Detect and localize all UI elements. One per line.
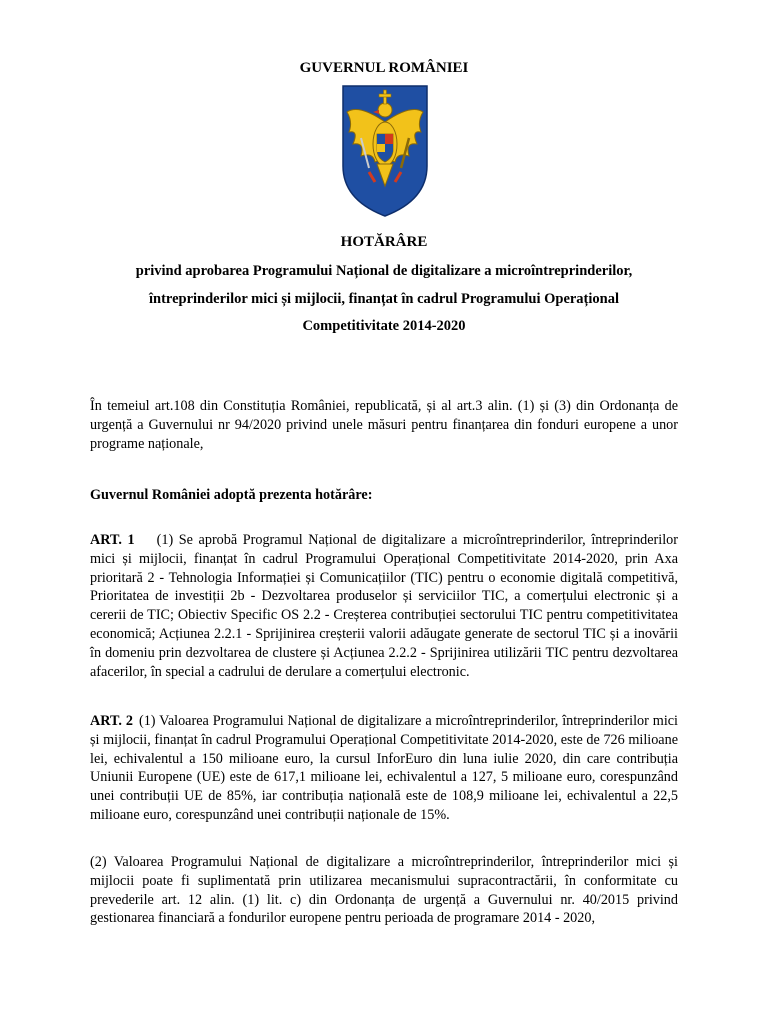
article-2-text: (1) Valoarea Programului Național de digitalizare a microîntreprinderilor, întreprinderilor mici și mijlocii, finanțat în cadrul Programului Operațional Competitivitate 2014-2020, este de 726 milioane lei, echivalentul a 150 milioane euro, la cursul InforEuro din luna iulie 2020, din care contribuția Uniunii Europene (UE) este de 617,1 milioane lei, echivalentul a 127, 5 milioane euro, corespunzând unei contribuții UE de 85%, iar contribuția națională este de 108,9 milioane lei, echivalentul a 22,5 milioane euro, corespunzând unei contribuții naționale de 15%. <box>90 713 678 823</box>
article-1-paragraph <box>90 531 678 681</box>
decision-heading: HOTĂRÂRE <box>340 234 428 250</box>
coat-of-arms-icon <box>339 82 431 218</box>
article-2-paragraph-2: (2) Valoarea Programului Național de digitalizare a microîntreprinderilor, întreprinderilor mici și mijlocii poate fi suplimentată prin utilizarea mecanismului supracontractării, în conformitate cu prevederile art. 12 alin. (1) lit. c) din Ordonanța de urgență a Guvernului nr. 40/2015 privind gestionarea financiară a fondurilor europene pentru perioada de programare 2014 - 2020, <box>90 854 678 927</box>
article-1-label: ART. 1 <box>90 532 135 548</box>
article-2-paragraph <box>90 712 678 825</box>
adoption-statement: Guvernul României adoptă prezenta hotărâre: <box>90 487 373 503</box>
decision-subtitle-line-1: privind aprobarea Programului Național de digitalizare a microîntreprinderilor, <box>135 263 633 279</box>
decision-subtitle-line-3: Competitivitate 2014-2020 <box>302 318 466 334</box>
decision-subtitle-line-2: întreprinderilor mici și mijlocii, finanțat în cadrul Programului Operațional <box>148 291 620 307</box>
government-title: GUVERNUL ROMÂNIEI <box>299 60 469 76</box>
article-2-label: ART. 2 <box>90 713 133 729</box>
legal-basis-paragraph: În temeiul art.108 din Constituția României, republicată, și al art.3 alin. (1) și (3) din Ordonanța de urgență a Guvernului nr 94/2020 privind unele măsuri pentru finanțarea din fonduri europene a unor programe naționale, <box>90 398 678 452</box>
article-1-text: (1) Se aprobă Programul Național de digitalizare a microîntreprinderilor, întreprinderilor mici și mijlocii, finanțat în cadrul Programului Operațional Competitivitate 2014-2020, prin Axa prioritară 2 - Tehnologia Informației și Comunicațiilor (TIC) pentru o economie digitală competitivă, Prioritatea de investiții 2b - Dezvoltarea produselor și serviciilor TIC, a comerțului electronic și a cererii de TIC; Obiectiv Specific OS 2.2 - Creșterea contribuției sectorului TIC pentru competitivitatea economică; Acțiunea 2.2.1 - Sprijinirea creșterii valorii adăugate generate de sectorul TIC și a inovării în domeniu prin dezvoltarea de clustere și Acțiunea 2.2.2 - Sprijinirea utilizării TIC pentru dezvoltarea afacerilor, în special a cadrului de derulare a comerțului electronic. <box>90 532 678 680</box>
